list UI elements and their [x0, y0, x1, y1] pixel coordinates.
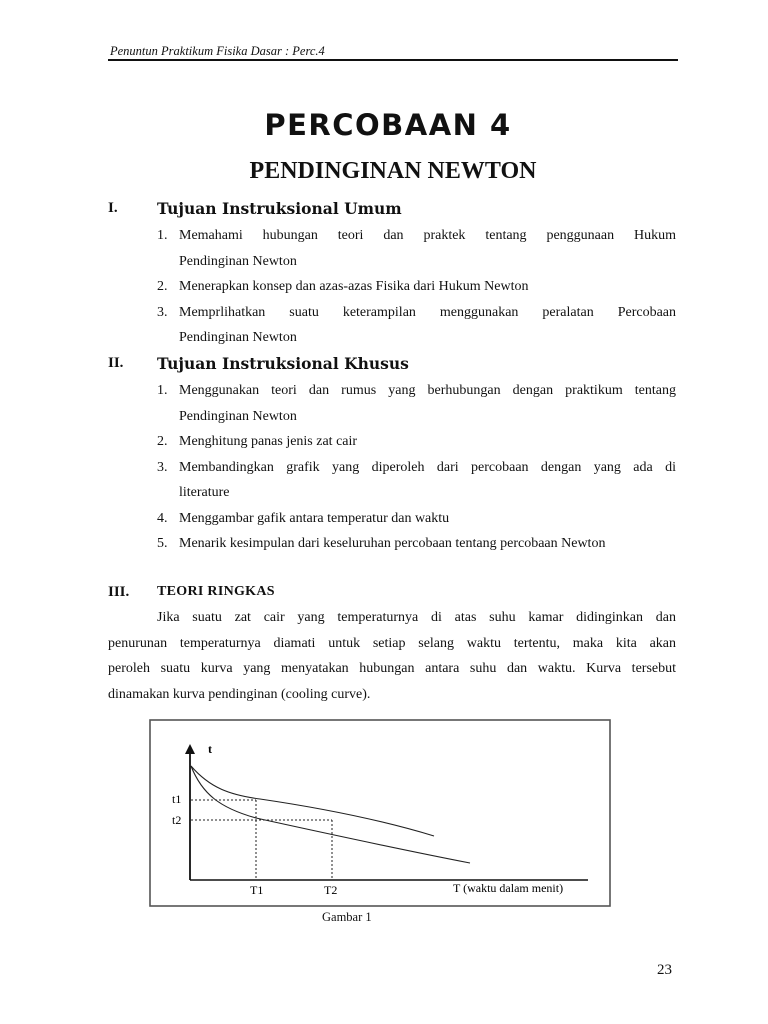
x-tick-label: T2 [324, 883, 338, 897]
section-3-title: TEORI RINGKAS [157, 584, 275, 599]
y-tick-label: t1 [172, 792, 182, 806]
list-item-number: 4. [157, 510, 168, 526]
list-item-text: Pendinginan Newton [179, 253, 297, 269]
cooling-curve-upper [191, 766, 434, 836]
list-item [157, 506, 676, 532]
list-item-continuation [157, 249, 676, 275]
cooling-curve-figure [148, 718, 614, 910]
paragraph-line: peroleh suatu kurva yang menyatakan hubungan antara suhu dan waktu. Kurva tersebut [108, 661, 676, 677]
chapter-heading: PERCOBAAN 4 [264, 108, 512, 142]
list-item-text: Membandingkan grafik yang diperoleh dari percobaan dengan yang ada di [179, 459, 676, 475]
section-1-title: Tujuan Instruksional Umum [157, 199, 402, 218]
list-item-text: Menghitung panas jenis zat cair [179, 434, 358, 449]
paragraph-line: Jika suatu zat cair yang temperaturnya di atas suhu kamar didinginkan dan [157, 610, 676, 625]
list-item [157, 455, 676, 481]
list-item-number: 3. [157, 459, 168, 475]
x-axis-label: T (waktu dalam menit) [453, 881, 564, 895]
x-tick-label: T1 [250, 883, 264, 897]
list-item-text: Pendinginan Newton [179, 408, 297, 424]
list-item [157, 378, 676, 404]
theory-paragraph [108, 605, 676, 708]
list-item-text: Menggambar gafik antara temperatur dan waktu [179, 510, 450, 526]
list-item-number: 2. [157, 434, 168, 449]
figure-border [150, 720, 610, 906]
list-item-number: 1. [157, 383, 168, 398]
list-item [157, 274, 676, 300]
list-item-text: literature [179, 485, 230, 500]
y-tick-label: t2 [172, 813, 182, 827]
header-rule [108, 59, 678, 61]
list-item-continuation [157, 325, 676, 351]
running-header: Penuntun Praktikum Fisika Dasar : Perc.4 [110, 44, 325, 58]
list-item-number: 5. [157, 536, 168, 551]
list-item-number: 2. [157, 279, 168, 294]
section-1-list [157, 223, 676, 351]
section-2-title: Tujuan Instruksional Khusus [157, 354, 409, 373]
list-item-text: Menarik kesimpulan dari keseluruhan percobaan tentang percobaan Newton [179, 536, 606, 551]
list-item-number: 3. [157, 304, 168, 320]
paragraph-line: penurunan temperaturnya diamati untuk setiap selang waktu tertentu, maka kita akan [108, 635, 676, 651]
list-item-text: Memprlihatkan suatu keterampilan menggunakan peralatan Percobaan [179, 304, 676, 320]
list-item-text: Memahami hubungan teori dan praktek tentang penggunaan Hukum [179, 228, 676, 243]
list-item [157, 531, 676, 557]
section-2-list [157, 378, 676, 557]
y-axis-arrow [185, 744, 195, 754]
list-item [157, 429, 676, 455]
list-item-continuation [157, 480, 676, 506]
section-2-number: II. [108, 355, 124, 371]
cooling-curve-lower [191, 766, 470, 863]
list-item-text: Menggunakan teori dan rumus yang berhubungan dengan praktikum tentang [179, 383, 676, 398]
page-number: 23 [657, 962, 672, 978]
section-1-number: I. [108, 200, 118, 216]
list-item-number: 1. [157, 228, 168, 243]
paragraph-line: dinamakan kurva pendinginan (cooling curve). [108, 687, 371, 703]
list-item [157, 223, 676, 249]
list-item-text: Menerapkan konsep dan azas-azas Fisika dari Hukum Newton [179, 279, 529, 294]
section-3-number: III. [108, 584, 130, 600]
figure-caption: Gambar 1 [322, 910, 372, 924]
list-item-continuation [157, 404, 676, 430]
y-axis-label: t [208, 742, 212, 756]
page-title: PENDINGINAN NEWTON [249, 158, 537, 184]
list-item [157, 300, 676, 326]
list-item-text: Pendinginan Newton [179, 330, 297, 345]
